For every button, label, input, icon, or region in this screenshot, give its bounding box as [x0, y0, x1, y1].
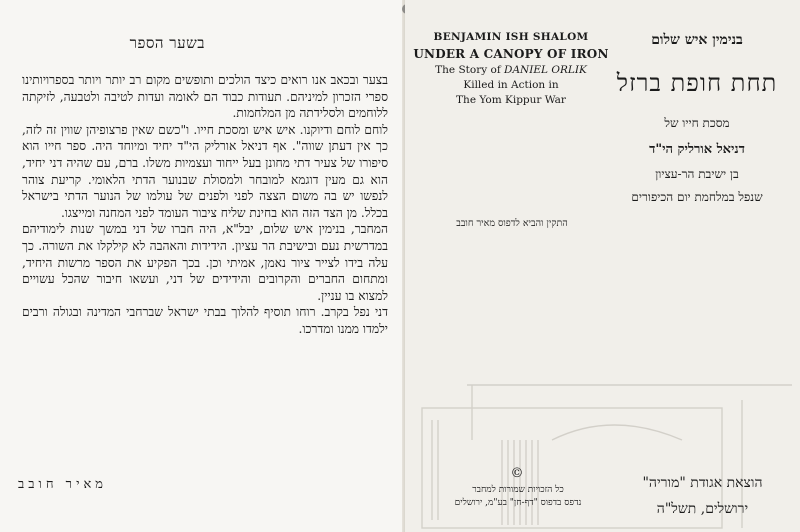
- copyright-line-2: נדפס בדפוס "דף-חן" בע"מ, ירושלים: [454, 498, 582, 508]
- publisher-block: [615, 470, 790, 522]
- english-killed-line-2: The Yom Kippur War: [456, 94, 566, 106]
- copyright-symbol: ©: [510, 466, 524, 481]
- english-author: BENJAMIN ISH SHALOM: [433, 31, 589, 43]
- hebrew-yeshiva: בן ישיבת הר-עציון: [655, 167, 739, 181]
- english-killed-line-1: Killed in Action in: [463, 79, 559, 91]
- left-page-title: בשער הספר: [129, 34, 205, 52]
- foreword-paragraph-4: דני נפל בקרב. רוחו תוסיף להלוך בבתי ישראל שברחבי המדינה ובגולה ורבים ילמדו ממנו ומדרכו.: [22, 305, 388, 336]
- foreword-signature: מאיר חובב: [18, 477, 107, 492]
- foreword-text: [22, 72, 388, 338]
- foreword-paragraph-2: לוחם לוחם ודיוקנו. איש איש ומסכת חייו. ו"כשם שאין פרצופיהן שווין זה לזה, כך אין דעתן שווה". אף דניאל אורליק הי"ד יחיד ומיוחד היה. ספר חייו הוא סיפורו של צעיר דתי מחונן בעל ייחוד ועצמיות משלו. ברם, עם שהיה דני יחיד, הוא גם מעין דוגמא למובחר ולמסולת שבנוער הדתי הלאומי. קריעת צוהר לנפשו יש בה משום הצצה לפני ולפנים של עולמו של הנוער הדתי בישראל בכלל. מן הצד הזה הוא בחינת שליח ציבור העומד לפני המחנה ומייצגו.: [22, 122, 388, 220]
- english-subtitle: [413, 63, 609, 77]
- english-subtitle-prefix: The Story of: [435, 64, 505, 76]
- hebrew-name: דניאל אורליק הי"ד: [649, 142, 745, 157]
- hebrew-subtitle: מסכת חייו של: [664, 116, 730, 130]
- english-subtitle-name: DANIEL ORLIK: [504, 64, 587, 76]
- publisher-line-2: ירושלים, תשל"ה: [656, 501, 749, 517]
- publisher-line-1: הוצאת אגודת "מוריה": [642, 475, 763, 491]
- hebrew-author: בנימין איש שלום: [651, 32, 743, 48]
- hebrew-title: תחת חופת ברזל: [616, 69, 778, 97]
- english-title: UNDER A CANOPY OF IRON: [413, 47, 609, 61]
- english-title-block: [413, 30, 609, 107]
- hebrew-title-block: [602, 32, 792, 205]
- foreword-paragraph-1: בצער ובכאב אנו רואים כיצד הולכים ותופשים מקום רב יותר ויותר בספרויותינו ספרי הזכרון למיניהם. תעודות כבוד הם לאומה ועדות לטיבה ולטבעה, לזיקתה ללוחמים ולסלידתה מן המלחמות.: [22, 73, 388, 121]
- foreword-paragraph-3: המחבר, בנימין איש שלום, יבל"א, היה חברו של דני במשך שנות לימודיהם במדרשית נעם ובישיבת הר עציון. הידידות והאהבה לא קילקלו את השורה. כך עלה בידו לצייר ציור נאמן, אמיתי וכן. בכך הפקיע את הספר מרשות היחיד, ומתחום החברים והקרובים והידידים של דני, ועשאו חיבור שהכל עשויים למצוא בו עניין.: [22, 222, 388, 303]
- copyright-block: [428, 484, 608, 510]
- copyright-line-1: כל הזכויות שמורות למחבר: [472, 485, 564, 495]
- hebrew-fell-line: שנפל במלחמת יום הכיפורים: [631, 190, 763, 204]
- editor-note: התקין והביא לדפוס מאיר חובב: [456, 218, 568, 229]
